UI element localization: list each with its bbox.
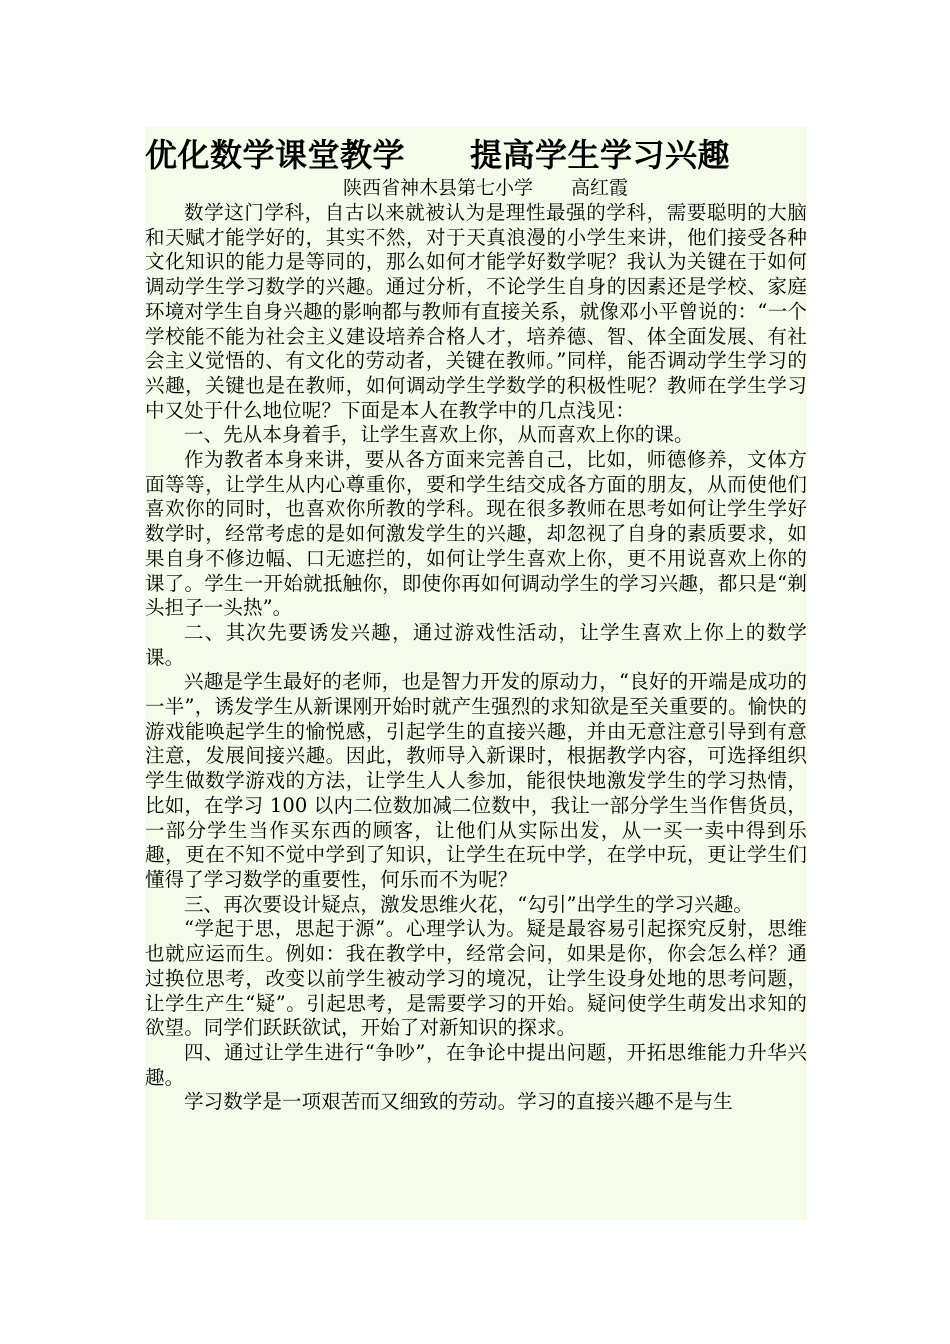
paragraph-section-4: 学习数学是一项艰苦而又细致的劳动。学习的直接兴趣不是与生 — [184, 1090, 733, 1114]
document-page — [145, 127, 807, 1220]
paragraph-section-2: 兴趣是学生最好的老师，也是智力开发的原动力，“良好的开端是成功的一半”，诱发学生从新课刚开始时就产生强烈的求知欲是至关重要的。愉快的游戏能唤起学生的愉悦感，引起学生的直接兴趣，并由无意注意引导到有意注意，发展间接兴趣。因此，教师导入新课时，根据教学内容，可选择组织学生做数学游戏的方法，让学生人人参加，能很快地激发学生的学习热情，比如，在学习 100 以内二位数加减二位数中，我让一部分学生当作售货员，一部分学生当作买东西的顾客，让他们从实际出发，从一买一卖中得到乐趣，更在不知不觉中学到了知识，让学生在玩中学，在学中玩，更让学生们懂得了学习数学的重要性，何乐而不为呢？ — [145, 670, 807, 891]
document-body — [145, 201, 807, 1115]
section-heading-1: 一、先从本身着手，让学生喜欢上你，从而喜欢上你的课。 — [184, 423, 694, 447]
author-byline: 陕西省神木县第七小学 高红霞 — [343, 177, 629, 199]
section-heading-3: 三、再次要设计疑点，激发思维火花，“勾引”出学生的学习兴趣。 — [184, 892, 753, 916]
section-heading-2: 二、其次先要诱发兴趣，通过游戏性活动，让学生喜欢上你上的数学课。 — [145, 620, 807, 669]
document-title: 优化数学课堂教学 提高学生学习兴趣 — [145, 136, 731, 174]
paragraph-intro: 数学这门学科，自古以来就被认为是理性最强的学科，需要聪明的大脑和天赋才能学好的，其实不然，对于天真浪漫的小学生来讲，他们接受各种文化知识的能力是等同的，那么如何才能学好数学呢？我认为关键在于如何调动学生学习数学的兴趣。通过分析，不论学生自身的因素还是学校、家庭环境对学生自身兴趣的影响都与教师有直接关系，就像邓小平曾说的：“一个学校能不能为社会主义建设培养合格人才，培养德、智、体全面发展、有社会主义觉悟的、有文化的劳动者，关键在教师。”同样，能否调动学生学习的兴趣，关键也是在教师，如何调动学生学数学的积极性呢？教师在学生学习中又处于什么地位呢？下面是本人在教学中的几点浅见： — [145, 201, 807, 422]
paragraph-section-3: “学起于思，思起于源”。心理学认为。疑是最容易引起探究反射，思维也就应运而生。例如：我在教学中，经常会问，如果是你，你会怎么样？通过换位思考，改变以前学生被动学习的境况，让学生设身处地的思考问题，让学生产生“疑”。引起思考，是需要学习的开始。疑问使学生萌发出求知的欲望。同学们跃跃欲试，开始了对新知识的探求。 — [145, 917, 807, 1040]
section-heading-4: 四、通过让学生进行“争吵”，在争论中提出问题，开拓思维能力升华兴趣。 — [145, 1040, 807, 1089]
paragraph-section-1: 作为教者本身来讲，要从各方面来完善自己，比如，师德修养，文体方面等等，让学生从内心尊重你，要和学生结交成各方面的朋友，从而使他们喜欢你的同时，也喜欢你所教的学科。现在很多教师在思考如何让学生学好数学时，经常考虑的是如何激发学生的兴趣，却忽视了自身的素质要求，如果自身不修边幅、口无遮拦的，如何让学生喜欢上你，更不用说喜欢上你的课了。学生一开始就抵触你，即使你再如何调动学生的学习兴趣，都只是“剃头担子一头热”。 — [145, 448, 807, 620]
